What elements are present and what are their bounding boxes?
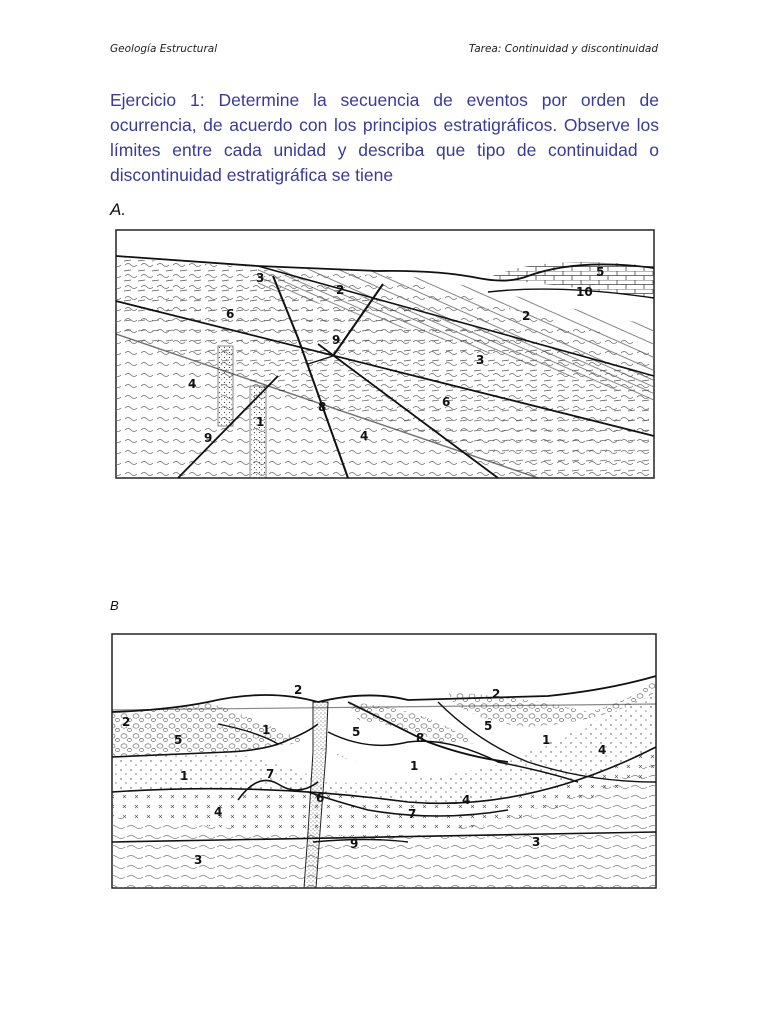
- fig-b-unit-6: 6: [316, 791, 325, 805]
- fig-b-unit-2-right: 2: [492, 687, 501, 701]
- fig-a-unit-9-dike: 9: [204, 431, 213, 445]
- fig-b-unit-7-bottom: 7: [408, 807, 417, 821]
- fig-a-unit-6-left: 6: [226, 307, 235, 321]
- fig-b-unit-1-right: 1: [542, 733, 551, 747]
- figure-b-label: B: [110, 598, 119, 613]
- fig-b-unit-4-left: 4: [214, 805, 223, 819]
- fig-a-unit-2-left: 2: [336, 283, 345, 297]
- figure-a-cross-section: [108, 226, 659, 492]
- fig-a-unit-3-right: 3: [476, 353, 485, 367]
- fig-a-unit-2-right: 2: [522, 309, 531, 323]
- fig-a-unit-5: 5: [596, 265, 605, 279]
- fig-a-unit-4-right: 4: [360, 429, 369, 443]
- fig-b-unit-1-top: 1: [262, 723, 271, 737]
- fig-b-unit-3-right: 3: [532, 835, 541, 849]
- header-course: Geología Estructural: [110, 43, 218, 55]
- fig-a-unit-8: 8: [318, 400, 327, 414]
- figure-b-cross-section: [108, 632, 659, 890]
- fig-a-unit-4-left: 4: [188, 377, 197, 391]
- fig-a-unit-6-right: 6: [442, 395, 451, 409]
- fig-b-unit-1-left: 1: [180, 769, 189, 783]
- fig-b-unit-5-center: 5: [352, 725, 361, 739]
- header-assignment: Tarea: Continuidad y discontinuidad: [468, 43, 658, 55]
- fig-a-unit-9-fault: 9: [332, 333, 341, 347]
- fig-b-unit-1-mid: 1: [410, 759, 419, 773]
- fig-a-unit-1: 1: [256, 415, 265, 429]
- fig-b-unit-9: 9: [350, 837, 359, 851]
- figure-a-label: A.: [110, 200, 127, 219]
- fig-b-unit-7-top: 7: [266, 767, 275, 781]
- fig-b-unit-8: 8: [416, 731, 425, 745]
- fig-b-unit-2-left: 2: [122, 715, 131, 729]
- fig-b-unit-5-left: 5: [174, 733, 183, 747]
- fig-b-unit-2-center: 2: [294, 683, 303, 697]
- fig-b-unit-5-right: 5: [484, 719, 493, 733]
- fig-b-unit-4-mid: 4: [462, 793, 471, 807]
- fig-b-unit-3-left: 3: [194, 853, 203, 867]
- exercise-statement: Ejercicio 1: Determine la secuencia de eventos por orden de ocurrencia, de acuerdo con los principios estratigráficos. Observe los límites entre cada unidad y describa que tipo de continuidad o discontinuidad estratigráfica se tiene: [110, 90, 659, 185]
- fig-a-unit-10: 10: [576, 285, 593, 299]
- fig-b-unit-4-right: 4: [598, 743, 607, 757]
- fig-a-unit-3-top: 3: [256, 271, 265, 285]
